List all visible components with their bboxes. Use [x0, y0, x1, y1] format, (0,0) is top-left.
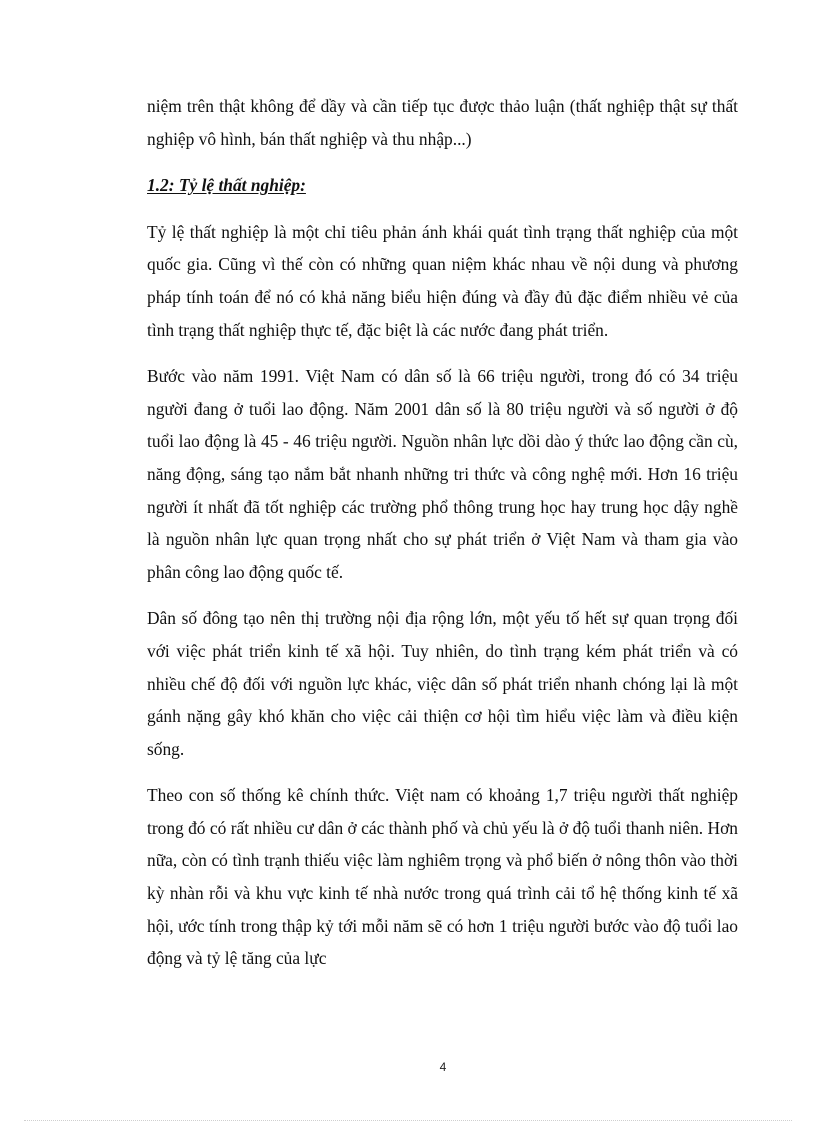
page-number: 4 [439, 1060, 447, 1074]
page-bottom-rule [24, 1120, 792, 1121]
section-heading: 1.2: Tỷ lệ thất nghiệp: [147, 175, 306, 196]
paragraph-continuation: niệm trên thật không để dầy và cần tiếp tục được thảo luận (thất nghiệp thật sự thất nghiệp vô hình, bán thất nghiệp và thu nhập...) [147, 96, 738, 149]
paragraph-population-1991: Bước vào năm 1991. Việt Nam có dân số là 66 triệu người, trong đó có 34 triệu người đang ở tuổi lao động. Năm 2001 dân số là 80 triệu người và số người ở độ tuổi lao động là 45 - 46 triệu người. Nguồn nhân lực dồi dào ý thức lao động cần cù, năng động, sáng tạo nắm bắt nhanh những tri thức và công nghệ mới. Hơn 16 triệu người ít nhất đã tốt nghiệp các trường phổ thông trung học hay trung học dậy nghề là nguồn nhân lực quan trọng nhất cho sự phát triển ở Việt Nam và tham gia vào phân công lao động quốc tế. [147, 366, 738, 582]
document-body [147, 90, 738, 975]
paragraph-official-statistics: Theo con số thống kê chính thức. Việt nam có khoảng 1,7 triệu người thất nghiệp trong đó có rất nhiều cư dân ở các thành phố và chủ yếu là ở độ tuổi thanh niên. Hơn nữa, còn có tình trạnh thiếu việc làm nghiêm trọng và phổ biến ở nông thôn vào thời kỳ nhàn rỗi và khu vực kinh tế nhà nước trong quá trình cải tổ hệ thống kinh tế xã hội, ước tính trong thập kỷ tới mỗi năm sẽ có hơn 1 triệu người bước vào độ tuổi lao động và tỷ lệ tăng của lực [147, 785, 738, 969]
paragraph-unemployment-rate: Tỷ lệ thất nghiệp là một chỉ tiêu phản ánh khái quát tình trạng thất nghiệp của một quốc gia. Cũng vì thế còn có những quan niệm khác nhau về nội dung và phương pháp tính toán để nó có khả năng biểu hiện đúng và đầy đủ đặc điểm nhiều vẻ của tình trạng thất nghiệp thực tế, đặc biệt là các nước đang phát triển. [147, 221, 738, 340]
paragraph-domestic-market: Dân số đông tạo nên thị trường nội địa rộng lớn, một yếu tố hết sự quan trọng đối với việc phát triển kinh tế xã hội. Tuy nhiên, do tình trạng kém phát triển và có nhiều chế độ đối với nguồn lực khác, việc dân số phát triển nhanh chóng lại là một gánh nặng gây khó khăn cho việc cải thiện cơ hội tìm hiểu việc làm và điều kiện sống. [147, 608, 738, 759]
